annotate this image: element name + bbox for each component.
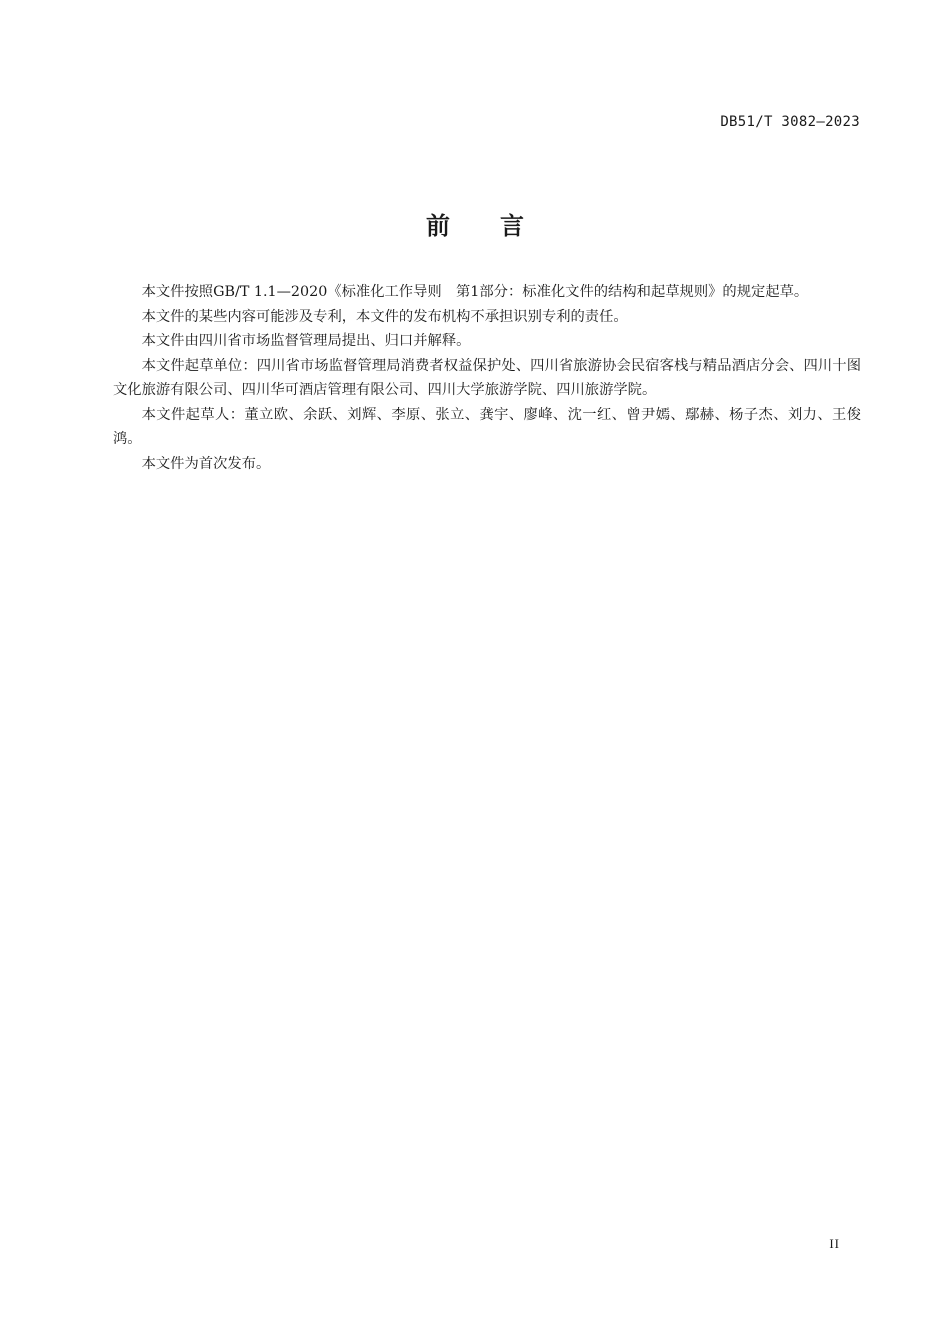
paragraph-drafting-units: 本文件起草单位：四川省市场监督管理局消费者权益保护处、四川省旅游协会民宿客栈与精品酒店分会、四川十图文化旅游有限公司、四川华可酒店管理有限公司、四川大学旅游学院、四川旅游学院。 — [113, 357, 861, 398]
page-title-char-2: 言 — [500, 212, 524, 240]
paragraph-proposer: 本文件由四川省市场监督管理局提出、归口并解释。 — [141, 333, 471, 349]
preface-body — [113, 280, 861, 476]
page-title — [0, 206, 950, 241]
paragraph-drafters: 本文件起草人：董立欧、余跃、刘辉、李原、张立、龚宇、廖峰、沈一红、曾尹嫣、鄢赫、杨子杰、刘力、王俊鸿。 — [113, 406, 861, 447]
page-number: II — [829, 1236, 840, 1251]
page-title-char-1: 前 — [426, 212, 450, 240]
standard-code: DB51/T 3082—2023 — [720, 114, 860, 130]
paragraph-patent-notice: 本文件的某些内容可能涉及专利，本文件的发布机构不承担识别专利的责任。 — [141, 308, 628, 325]
paragraph-first-release: 本文件为首次发布。 — [141, 455, 271, 472]
paragraph-drafting-rules: 本文件按照GB/T 1.1—2020《标准化工作导则 第1部分：标准化文件的结构和起草规则》的规定起草。 — [141, 284, 809, 300]
